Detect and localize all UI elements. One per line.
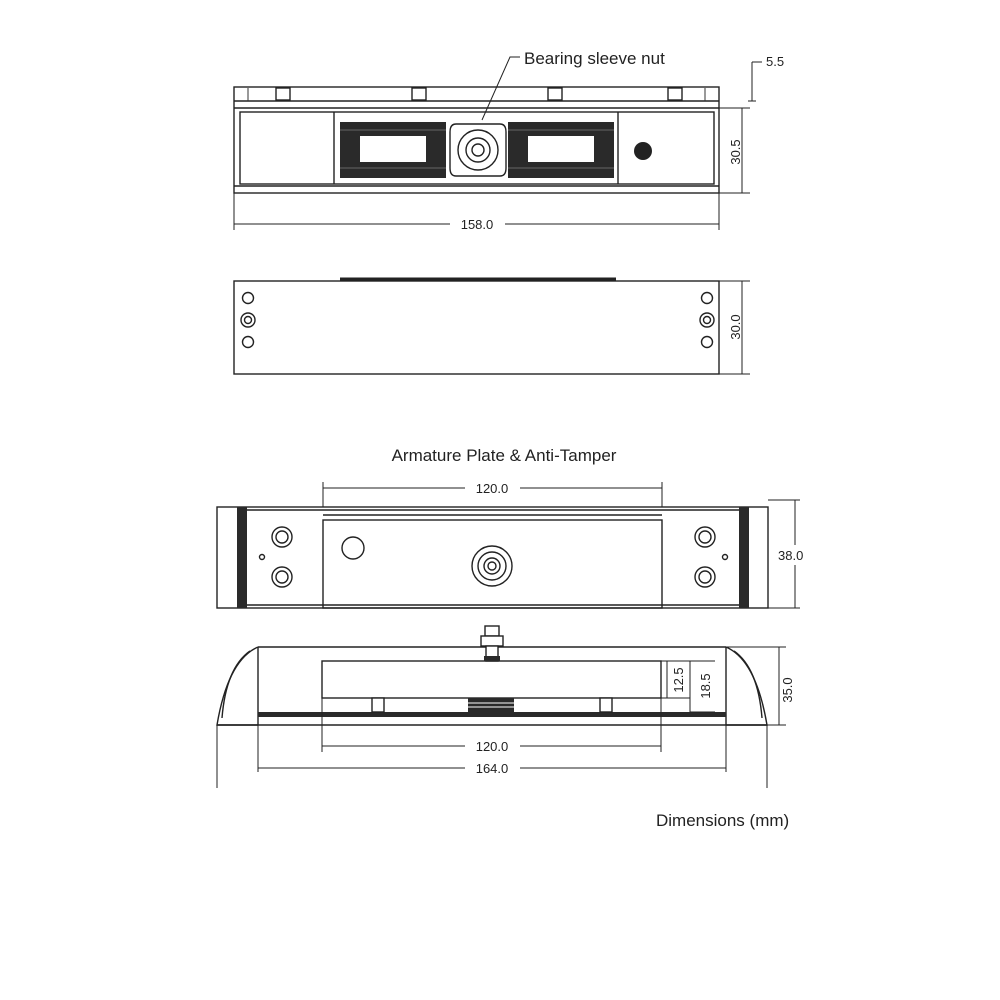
lock-front-view [234,49,784,232]
center-bolt-icon [472,546,512,586]
svg-text:18.5: 18.5 [698,673,713,699]
svg-text:30.5: 30.5 [728,139,743,165]
svg-text:12.5: 12.5 [671,667,686,693]
lock-side-view [234,279,750,374]
dim-armature-inner-length [323,481,662,507]
dim-bottom-length [217,725,767,788]
indicator-dot [634,142,652,160]
dim-top-height [719,108,750,193]
top-rail-bolts [248,88,705,101]
anti-tamper-pin-icon [481,626,503,661]
dim-armature-height [768,500,803,608]
svg-text:38.0: 38.0 [778,548,804,563]
mounting-holes-right [700,293,714,348]
bearing-sleeve-nut-icon [450,124,506,176]
armature-title: Armature Plate & Anti-Tamper [391,446,617,465]
coil-left [340,122,446,178]
anti-tamper-hole [342,537,364,559]
armature-side-view [217,626,795,788]
coil-right [508,122,614,178]
armature-front-view [217,481,803,608]
svg-text:5.5: 5.5 [766,54,785,69]
dim-top-length [234,193,719,232]
dim-bottom-mid-height [690,661,715,712]
bearing-sleeve-nut-label: Bearing sleeve nut [524,49,665,68]
svg-text:164.0: 164.0 [475,761,509,776]
armature-holes-left [260,527,293,587]
dim-side-height [719,281,750,374]
armature-holes-right [695,527,728,587]
svg-text:35.0: 35.0 [780,677,795,703]
dim-bottom-inner-height [661,661,690,698]
dim-bottom-height [726,647,795,725]
dim-top-small [748,54,784,101]
svg-text:120.0: 120.0 [475,481,509,496]
units-note: Dimensions (mm) [656,811,790,830]
svg-text:120.0: 120.0 [475,739,509,754]
svg-text:158.0: 158.0 [460,217,494,232]
svg-text:30.0: 30.0 [728,314,743,340]
mounting-holes-left [241,293,255,348]
spring-mechanism-icon [468,698,514,712]
